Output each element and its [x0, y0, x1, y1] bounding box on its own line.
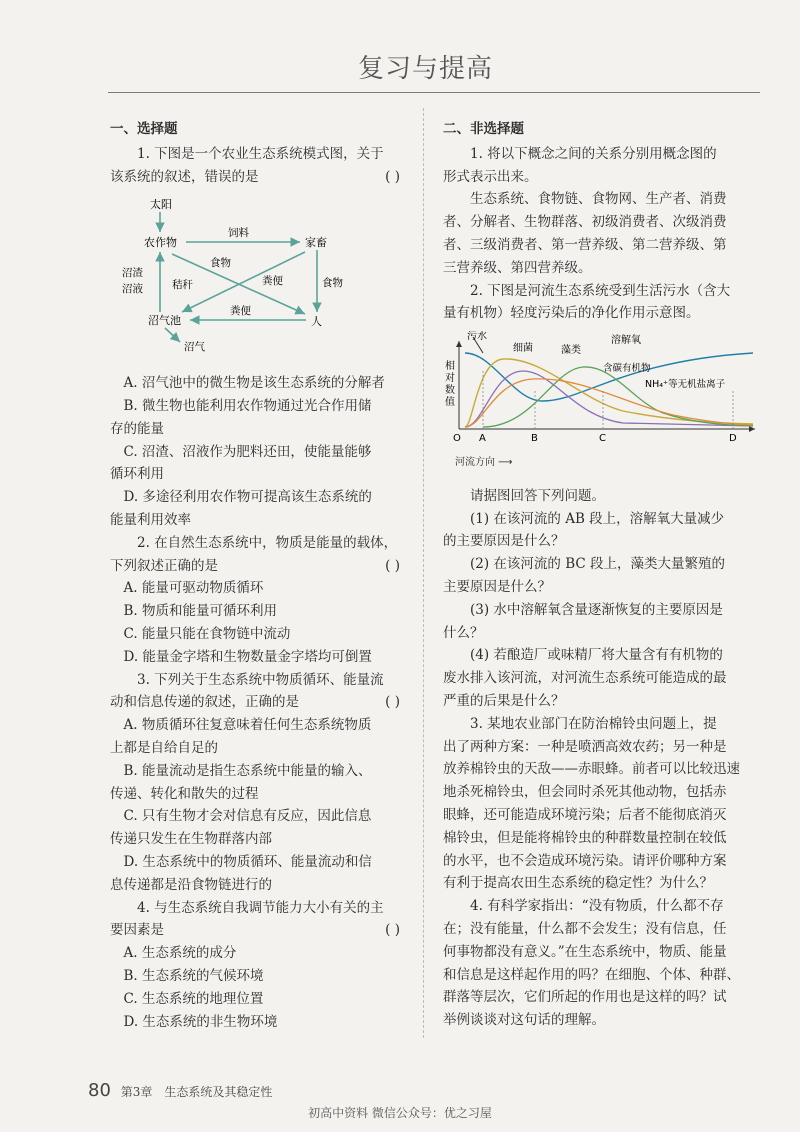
r-q3-line: 地杀死棉铃虫，但会同时杀死其他动物，包括赤 — [443, 784, 727, 801]
r-q1-line: 者、三级消费者、第一营养级、第二营养级、第 — [443, 236, 727, 253]
r-q1-line: 生态系统、食物链、食物网、生产者、消费 — [470, 191, 727, 208]
graph-nh4: NH₄⁺等无机盐离子 — [645, 379, 726, 391]
q3-option-line: A. 物质循环往复意味着任何生态系统物质 — [123, 717, 372, 734]
q3-options — [110, 714, 400, 896]
q2-option-line: B. 物质和能量可循环利用 — [123, 603, 278, 620]
r-q2-sub-line: 的主要原因是什么？ — [443, 533, 565, 550]
diagram-human: 人 — [311, 315, 322, 329]
q2-option-line: C. 能量只能在食物链中流动 — [123, 625, 291, 642]
q1-option-line: A. 沼气池中的微生物是该生态系统的分解者 — [123, 375, 385, 392]
r-q1-line: 者、分解者、生物群落、初级消费者、次级消费 — [443, 214, 727, 231]
graph-bacteria: 细菌 — [513, 343, 533, 355]
q3-option-line: C. 只有生物才会对信息有反应，因此信息 — [123, 808, 372, 825]
q1-option-line: B. 微生物也能利用农作物通过光合作用储 — [123, 397, 372, 414]
q4-option-line: C. 生态系统的地理位置 — [123, 990, 264, 1007]
graph-label-b: B — [531, 433, 538, 445]
q1-option-line: C. 沼渣、沼液作为肥料还田，使能量能够 — [123, 443, 372, 460]
diagram-crop: 农作物 — [144, 236, 177, 250]
graph-label-d: D — [729, 433, 737, 445]
r-q1-line: 三营养级、第四营养级。 — [443, 259, 592, 276]
r-q2-sub-line: 主要原因是什么？ — [443, 578, 551, 595]
r-q1-line: 形式表示出来。 — [443, 168, 538, 185]
graph-sewage: 污水 — [467, 331, 487, 343]
r-q2-sub-line: (3) 水中溶解氧含量逐渐恢复的主要原因是 — [470, 601, 723, 618]
agri-diagram-svg — [110, 194, 400, 354]
r-q3-text — [443, 713, 763, 895]
graph-organic: 含碳有机物 — [603, 363, 651, 375]
q1-options — [110, 372, 400, 532]
q3-answer-paren: ( ) — [385, 694, 400, 711]
r-q2-sub-line: 严重的后果是什么？ — [443, 692, 565, 709]
diagram-sun: 太阳 — [150, 198, 172, 212]
q2-stem-text: 下列叙述正确的是 — [110, 557, 218, 574]
r-q4-line: 举例谈谈对这句话的理解。 — [443, 1012, 605, 1029]
r-q2-subquestions — [443, 508, 763, 713]
q3-option-line: 上都是自给自足的 — [110, 739, 218, 756]
diagram-dung: 粪便 — [230, 305, 251, 318]
q1-option-line: 存的能量 — [110, 420, 164, 437]
q3-stem-line2 — [110, 691, 400, 714]
r-q2-line: 2. 下图是河流生态系统受到生活污水（含大 — [470, 282, 731, 299]
r-q2-text — [443, 280, 763, 326]
r-q2-sub-line: (4) 若酿造厂或味精厂将大量含有有机物的 — [470, 647, 723, 664]
arrow-livestock-digester — [182, 252, 305, 312]
q4-option-line: A. 生态系统的成分 — [123, 945, 237, 962]
r-q2-sub-line: 废水排入该河流，对河流生态系统可能造成的最 — [443, 670, 727, 687]
agri-ecosystem-diagram — [110, 194, 400, 362]
q4-option-line: D. 生态系统的非生物环境 — [123, 1013, 278, 1030]
r-q4-line: 群落等层次，它们所起的作用也是这样的吗？试 — [443, 989, 727, 1006]
q2-option-line: D. 能量金字塔和生物数量金字塔均可倒置 — [123, 648, 372, 665]
diagram-food-right: 食物 — [322, 277, 343, 290]
graph-algae: 藻类 — [561, 345, 581, 357]
diagram-manure: 粪便 — [262, 275, 283, 288]
q3-stem-text: 动和信息传递的叙述，正确的是 — [110, 694, 299, 711]
graph-flow-direction: 河流方向 ⟶ — [455, 456, 513, 468]
r-q3-line: 出了两种方案：一种是喷洒高效农药；另一种是 — [443, 738, 727, 755]
diagram-livestock: 家畜 — [305, 236, 327, 250]
diagram-biogas: 沼气 — [184, 341, 205, 354]
r-q2-sub-line: 什么？ — [443, 624, 484, 641]
q4-answer-paren: ( ) — [385, 922, 400, 939]
r-q2-line: 量有机物）轻度污染后的净化作用示意图。 — [443, 305, 700, 322]
graph-ylabel-4: 值 — [445, 397, 455, 409]
q1-stem-line1: 1. 下图是一个农业生态系统模式图，关于 — [137, 145, 384, 162]
page-number: 80 — [88, 1080, 111, 1101]
r-q4-line: 和信息是这样起作用的吗？在细胞、个体、种群、 — [443, 966, 740, 983]
r-q2-sub-line: (2) 在该河流的 BC 段上，藻类大量繁殖的 — [470, 556, 725, 573]
q4-stem-text: 要因素是 — [110, 922, 164, 939]
r-q1-text — [443, 143, 763, 280]
q2-answer-paren: ( ) — [385, 557, 400, 574]
q1-option-line: 循环利用 — [110, 466, 164, 483]
r-q3-line: 3. 某地农业部门在防治棉铃虫问题上，提 — [470, 715, 717, 732]
r-q3-line: 的水平，也不会造成环境污染。请评价哪种方案 — [443, 852, 727, 869]
q2-stem-line1: 2. 在自然生态系统中，物质是能量的载体， — [137, 534, 398, 551]
q1-answer-paren: ( ) — [385, 168, 400, 185]
graph-ylabel-1: 相 — [445, 361, 455, 373]
diagram-feed: 饲料 — [228, 227, 249, 240]
q4-option-line: B. 生态系统的气候环境 — [123, 967, 264, 984]
r-q2-prompt: 请据图回答下列问题。 — [470, 487, 605, 504]
graph-origin: O — [453, 433, 461, 445]
left-column — [110, 118, 400, 1033]
diagram-digester: 沼气池 — [148, 314, 181, 328]
q1-option-line: D. 多途径利用农作物可提高该生态系统的 — [123, 489, 372, 506]
q3-option-line: D. 生态系统中的物质循环、能量流动和信 — [123, 853, 372, 870]
r-q2-sub-line: (1) 在该河流的 AB 段上，溶解氧大量减少 — [470, 510, 725, 527]
r-q4-line: 何事物都没有意义。”在生态系统中，物质、能量 — [443, 943, 727, 960]
q3-option-line: B. 能量流动是指生态系统中能量的输入、 — [123, 762, 372, 779]
section-heading-nonchoice: 二、非选择题 — [443, 121, 524, 137]
arrow-biogas — [165, 328, 180, 342]
graph-label-a: A — [479, 433, 486, 445]
title-rule — [108, 92, 760, 93]
q1-option-line: 能量利用效率 — [110, 511, 191, 528]
watermark: 初高中资料 微信公众号：优之习屋 — [308, 1106, 492, 1120]
q2-stem-line2 — [110, 555, 400, 578]
q1-stem-text: 该系统的叙述，错误的是 — [110, 168, 259, 185]
r-q3-line: 眼蜂，还可能造成环境污染；后者不能彻底消灭 — [443, 806, 727, 823]
q4-stem-line1: 4. 与生态系统自我调节能力大小有关的主 — [137, 899, 384, 916]
graph-label-c: C — [599, 433, 606, 445]
column-divider — [423, 108, 424, 1038]
diagram-fodder: 食物 — [210, 257, 231, 270]
page-footer — [88, 1080, 272, 1101]
r-q3-line: 放养棉铃虫的天敌——赤眼蜂。前者可以比较迅速 — [443, 761, 740, 778]
river-graph-svg — [443, 331, 763, 446]
right-column — [443, 118, 763, 1032]
r-q4-line: 4. 有科学家指出：“没有物质，什么都不存 — [470, 898, 724, 915]
q4-options — [110, 942, 400, 1033]
graph-flow-text: 河流方向 — [455, 456, 495, 468]
q2-options — [110, 577, 400, 668]
graph-do: 溶解氧 — [611, 335, 641, 347]
r-q4-text — [443, 895, 763, 1032]
q3-option-line: 传递、转化和散失的过程 — [110, 785, 259, 802]
r-q4-line: 在；没有能量，什么都不会发生；没有信息，任 — [443, 920, 727, 937]
section-heading-choice: 一、选择题 — [110, 121, 178, 137]
river-purification-graph — [443, 331, 763, 475]
r-q3-line: 棉铃虫，但是能将棉铃虫的种群数量控制在较低 — [443, 829, 727, 846]
q3-stem-line1: 3. 下列关于生态系统中物质循环、能量流 — [137, 671, 384, 688]
q3-option-line: 传递只发生在生物群落内部 — [110, 831, 272, 848]
r-q1-line: 1. 将以下概念之间的关系分别用概念图的 — [470, 145, 717, 162]
graph-ylabel-3: 数 — [445, 385, 455, 397]
q4-stem-line2 — [110, 919, 400, 942]
q2-option-line: A. 能量可驱动物质循环 — [123, 580, 264, 597]
q3-option-line: 息传递都是沿食物链进行的 — [110, 876, 272, 893]
diagram-residue: 沼渣 — [122, 267, 143, 280]
page-title: 复习与提高 — [358, 54, 494, 84]
r-q3-line: 有利于提高农田生态系统的稳定性？为什么？ — [443, 875, 713, 892]
q1-stem-line2 — [110, 166, 400, 189]
diagram-liquid: 沼液 — [122, 283, 143, 296]
diagram-straw: 秸秆 — [172, 279, 193, 292]
graph-ylabel-2: 对 — [445, 373, 455, 385]
chapter-title: 第3章 生态系统及其稳定性 — [120, 1085, 273, 1099]
